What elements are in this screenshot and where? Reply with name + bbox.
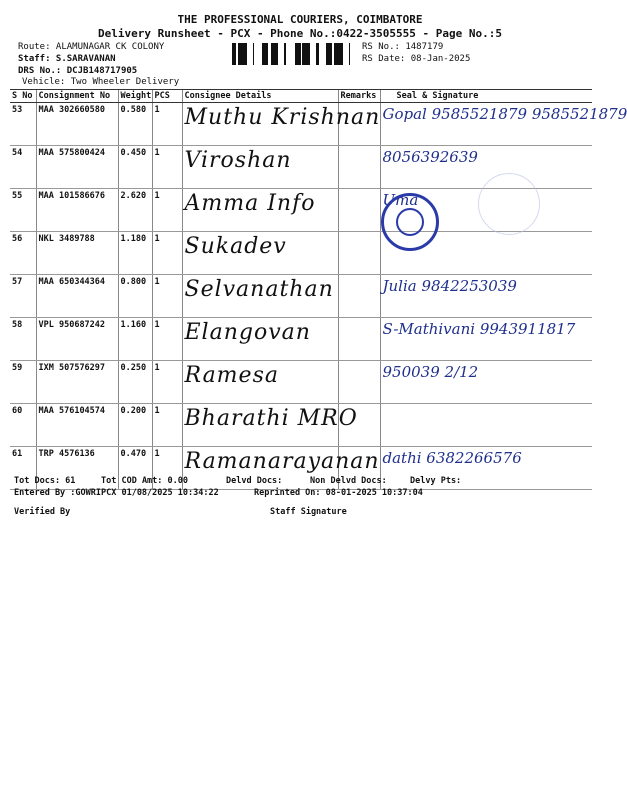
cell-pcs: 1 xyxy=(152,189,182,232)
cell-pcs: 1 xyxy=(152,318,182,361)
table-row xyxy=(10,404,592,447)
col-sno: S No xyxy=(10,90,36,103)
table-row xyxy=(10,275,592,318)
col-pcs: PCS xyxy=(152,90,182,103)
cell-pcs: 1 xyxy=(152,103,182,146)
handwritten-signature: 8056392639 xyxy=(382,148,478,166)
faint-stamp xyxy=(478,173,540,235)
handwritten-consignee: Selvanathan xyxy=(184,277,334,302)
company-seal-stamp xyxy=(381,193,439,251)
cell-pcs: 1 xyxy=(152,447,182,490)
cell-consignment: VPL 950687242 xyxy=(36,318,118,361)
cell-consignee xyxy=(182,275,338,318)
cell-weight: 0.470 xyxy=(118,447,152,490)
rs-number: RS No.: 1487179 xyxy=(362,42,444,52)
handwritten-signature: 950039 2/12 xyxy=(382,363,479,381)
cell-consignee xyxy=(182,189,338,232)
table-row xyxy=(10,232,592,275)
table-row xyxy=(10,447,592,490)
cell-weight: 1.180 xyxy=(118,232,152,275)
cell-sno: 61 xyxy=(10,447,36,490)
cell-weight: 0.580 xyxy=(118,103,152,146)
table-row xyxy=(10,318,592,361)
handwritten-signature: dathi 6382266576 xyxy=(382,449,522,467)
barcode-bar xyxy=(295,43,296,65)
barcode-bar xyxy=(241,43,242,65)
barcode-bar xyxy=(349,43,350,65)
cell-remarks xyxy=(338,275,380,318)
cell-sno: 56 xyxy=(10,232,36,275)
rs-date: RS Date: 08-Jan-2025 xyxy=(362,54,471,64)
barcode-bar xyxy=(326,43,328,65)
col-remarks: Remarks xyxy=(338,90,380,103)
barcode-bar xyxy=(337,43,338,65)
handwritten-signature: Julia 9842253039 xyxy=(382,277,517,295)
reprinted-on: Reprinted On: 08-01-2025 10:37:04 xyxy=(254,488,423,498)
cell-consignee xyxy=(182,318,338,361)
company-title: THE PROFESSIONAL COURIERS, COIMBATORE xyxy=(177,13,423,26)
barcode-bar xyxy=(274,43,277,65)
barcode-bar xyxy=(334,43,337,65)
runsheet-title: Delivery Runsheet - PCX - Phone No.:0422-3505555 - Page No.:5 xyxy=(98,27,502,40)
handwritten-signature: Gopal 9585521879 9585521879 xyxy=(382,105,627,123)
cell-weight: 0.800 xyxy=(118,275,152,318)
cell-consignee xyxy=(182,404,358,447)
col-consignee: Consignee Details xyxy=(182,90,338,103)
barcode-bar xyxy=(265,43,266,65)
cell-pcs: 1 xyxy=(152,146,182,189)
handwritten-consignee: Elangovan xyxy=(184,320,311,345)
table-row xyxy=(10,103,592,146)
cell-sno: 57 xyxy=(10,275,36,318)
barcode-bar xyxy=(277,43,278,65)
barcode-bar xyxy=(331,43,332,65)
col-weight: Weight xyxy=(118,90,152,103)
barcode-bar xyxy=(308,43,310,65)
cell-consignment: IXM 507576297 xyxy=(36,361,118,404)
cell-consignee xyxy=(182,232,338,275)
barcode-bar xyxy=(296,43,298,65)
barcode-bar xyxy=(298,43,301,65)
handwritten-consignee: Amma Info xyxy=(184,191,316,216)
cell-sno: 58 xyxy=(10,318,36,361)
cell-sno: 53 xyxy=(10,103,36,146)
cell-pcs: 1 xyxy=(152,275,182,318)
cell-signature xyxy=(380,361,592,404)
vehicle-label: Vehicle: Two Wheeler Delivery xyxy=(22,77,180,87)
handwritten-consignee: Ramanarayanan xyxy=(184,449,380,474)
cell-weight: 2.620 xyxy=(118,189,152,232)
cell-weight: 0.250 xyxy=(118,361,152,404)
handwritten-consignee: Viroshan xyxy=(184,148,292,173)
handwritten-consignee: Sukadev xyxy=(184,234,287,259)
cell-consignee xyxy=(182,361,338,404)
cell-consignee xyxy=(182,146,338,189)
entered-by: Entered By :GOWRIPCX 01/08/2025 10:34:22 xyxy=(14,488,219,498)
cell-consignment: MAA 101586676 xyxy=(36,189,118,232)
cell-signature xyxy=(380,275,592,318)
cell-consignment: TRP 4576136 xyxy=(36,447,118,490)
barcode-bar xyxy=(242,43,244,65)
cell-consignment: NKL 3489788 xyxy=(36,232,118,275)
staff-label: Staff: S.SARAVANAN xyxy=(18,54,116,64)
handwritten-signature: Uma xyxy=(382,191,419,209)
barcode-bar xyxy=(238,43,241,65)
cell-weight: 1.160 xyxy=(118,318,152,361)
col-consignment: Consignment No xyxy=(36,90,118,103)
cell-consignment: MAA 576104574 xyxy=(36,404,118,447)
handwritten-consignee: Ramesa xyxy=(184,363,279,388)
non-delivered-docs: Non Delvd Docs: xyxy=(310,476,387,486)
verified-by: Verified By xyxy=(14,507,71,517)
cell-sno: 59 xyxy=(10,361,36,404)
cell-sno: 54 xyxy=(10,146,36,189)
barcode-bar xyxy=(304,43,307,65)
cell-remarks xyxy=(338,318,380,361)
barcode-graphic xyxy=(232,43,356,65)
table-header-row xyxy=(10,90,592,103)
cell-consignment: MAA 575800424 xyxy=(36,146,118,189)
barcode-bar xyxy=(244,43,247,65)
drs-label: DRS No.: DCJB148717905 xyxy=(18,66,138,76)
barcode-bar xyxy=(316,43,319,65)
barcode-bar xyxy=(284,43,286,65)
cell-sno: 60 xyxy=(10,404,36,447)
cell-pcs: 1 xyxy=(152,404,182,447)
col-seal: Seal & Signature xyxy=(380,90,592,103)
delivery-points: Delvy Pts: xyxy=(410,476,462,486)
barcode-bar xyxy=(302,43,304,65)
cell-pcs: 1 xyxy=(152,361,182,404)
cell-consignee xyxy=(182,103,381,146)
barcode-bar xyxy=(271,43,272,65)
barcode-bar xyxy=(338,43,340,65)
total-cod: Tot COD Amt: 0.00 xyxy=(101,476,188,486)
staff-signature: Staff Signature xyxy=(270,507,347,517)
barcode-bar xyxy=(235,43,236,65)
barcode-bar xyxy=(272,43,274,65)
handwritten-consignee: Bharathi MRO xyxy=(184,406,358,431)
cell-sno: 55 xyxy=(10,189,36,232)
delivery-table xyxy=(10,89,627,490)
cell-signature xyxy=(380,318,592,361)
route-label: Route: ALAMUNAGAR CK COLONY xyxy=(18,42,165,52)
cell-signature xyxy=(380,404,592,447)
barcode-bar xyxy=(253,43,254,65)
cell-pcs: 1 xyxy=(152,232,182,275)
barcode-bar xyxy=(262,43,265,65)
barcode-bar xyxy=(232,43,235,65)
cell-weight: 0.450 xyxy=(118,146,152,189)
handwritten-signature: S-Mathivani 9943911817 xyxy=(382,320,576,338)
cell-remarks xyxy=(338,232,380,275)
barcode-bar xyxy=(266,43,268,65)
table-row xyxy=(10,361,592,404)
handwritten-consignee: Muthu Krishnan xyxy=(184,105,381,130)
barcode-bar xyxy=(340,43,343,65)
cell-signature xyxy=(380,103,627,146)
cell-remarks xyxy=(338,361,380,404)
cell-remarks xyxy=(338,189,380,232)
total-docs: Tot Docs: 61 xyxy=(14,476,76,486)
cell-consignment: MAA 302660580 xyxy=(36,103,118,146)
delivered-docs: Delvd Docs: xyxy=(226,476,283,486)
cell-weight: 0.200 xyxy=(118,404,152,447)
cell-remarks xyxy=(338,146,380,189)
cell-consignment: MAA 650344364 xyxy=(36,275,118,318)
barcode-bar xyxy=(307,43,308,65)
barcode-bar xyxy=(328,43,331,65)
